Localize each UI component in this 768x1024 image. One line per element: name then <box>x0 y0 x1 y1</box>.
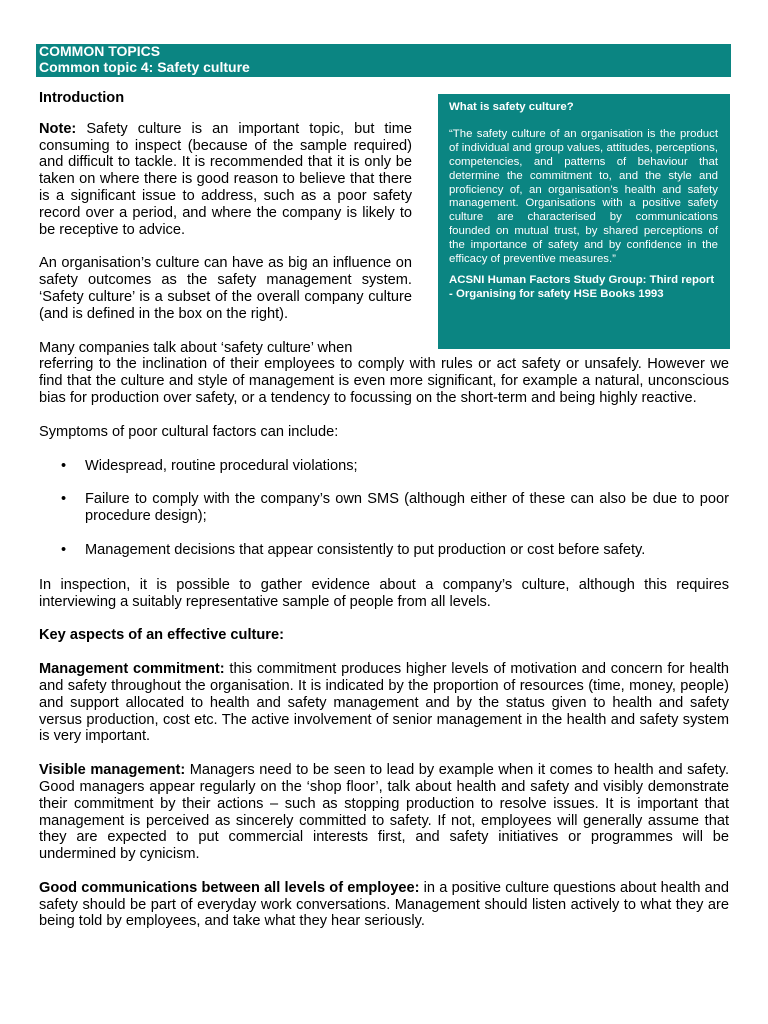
intro-heading: Introduction <box>39 90 125 106</box>
communications-label: Good communications between all levels of employee: <box>39 879 420 896</box>
bullet-icon: • <box>61 457 67 474</box>
communications-paragraph: Good communications between all levels of employee: in a positive culture questions about health and safety should be part of everyday work conversations. Management should listen actively to what they are being told by employees, and take what they hear seriously. <box>39 879 730 930</box>
note-paragraph <box>39 121 412 239</box>
section-header-bar <box>36 44 731 77</box>
inspection-paragraph: In inspection, it is possible to gather evidence about a company’s culture, although this requires interviewing a suitably representative sample of people from all levels. <box>39 576 729 610</box>
section-label: COMMON TOPICS <box>39 43 161 59</box>
visible-management-label: Visible management: <box>39 762 186 779</box>
symptoms-intro: Symptoms of poor cultural factors can include: <box>39 423 339 440</box>
note-text: Safety culture is an important topic, but time consuming to inspect (because of the sample required) and difficult to tackle. It is recommended that it is only be taken on where there is good reason to believe that there is a significant issue to address, such as a poor safety record over a period, and where the company is likely to be receptive to advice. <box>39 120 412 238</box>
document-body <box>39 90 729 947</box>
bullet-icon: • <box>61 541 67 558</box>
list-item: • Widespread, routine procedural violations; <box>61 457 358 474</box>
intro-column <box>39 90 412 356</box>
symptoms-list <box>39 458 729 559</box>
key-aspects-heading: Key aspects of an effective culture: <box>39 627 284 644</box>
management-commitment-label: Management commitment: <box>39 661 225 678</box>
topic-title: Common topic 4: Safety culture <box>39 58 250 75</box>
definition-box-title: What is safety culture? <box>449 101 574 113</box>
list-item: • Failure to comply with the company’s own SMS (although either of these can also be due to poor procedure design); <box>61 491 729 525</box>
note-label: Note: <box>39 120 77 137</box>
bullet-icon: • <box>61 491 67 508</box>
safety-culture-paragraph-rest: referring to the inclination of their employees to comply with rules or act safety or unsafely. However we find that the culture and style of management is even more significant, for example a natural, unconscious bias for production over safety, or a tendency to focussing on the short-term and being highly reactive. <box>39 356 729 406</box>
safety-culture-paragraph-start: Many companies talk about ‘safety culture’ when <box>39 339 353 356</box>
culture-influence-paragraph: An organisation’s culture can have as big an influence on safety outcomes as the safety management system. ‘Safety culture’ is a subset of the overall company culture (and is defined in the box on the right). <box>39 255 412 322</box>
definition-source: ACSNI Human Factors Study Group: Third report - Organising for safety HSE Books 1993 <box>449 273 715 300</box>
visible-management-paragraph: Visible management: Managers need to be seen to lead by example when it comes to health and safety. Good managers appear regularly on the ‘shop floor’, talk about health and safety and visibly demonstrate their commitment by their actions – such as stopping production to resolve issues. It is important that management is perceived as sincerely committed to safety. If not, employees will generally assume that they are expected to put commercial interests first, and safety initiatives or programmes will be undermined by cynicism. <box>39 762 730 863</box>
definition-quote: “The safety culture of an organisation is the product of individual and group values, attitudes, perceptions, competencies, and patterns of behaviour that determine the commitment to, and the style and proficiency of, an organisation’s health and safety management. Organisations with a positive safety culture are characterised by communications founded on mutual trust, by shared perceptions of the importance of safety and by confidence in the efficacy of preventive measures.” <box>449 127 718 266</box>
management-commitment-paragraph: Management commitment: this commitment produces higher levels of motivation and concern for health and safety throughout the organisation. It is indicated by the proportion of resources (time, money, people) and support allocated to health and safety management and by the status given to health and safety versus production, cost etc. The active involvement of senior management in the health and safety system is very important. <box>39 661 729 745</box>
list-item: • Management decisions that appear consistently to put production or cost before safety. <box>61 541 646 558</box>
